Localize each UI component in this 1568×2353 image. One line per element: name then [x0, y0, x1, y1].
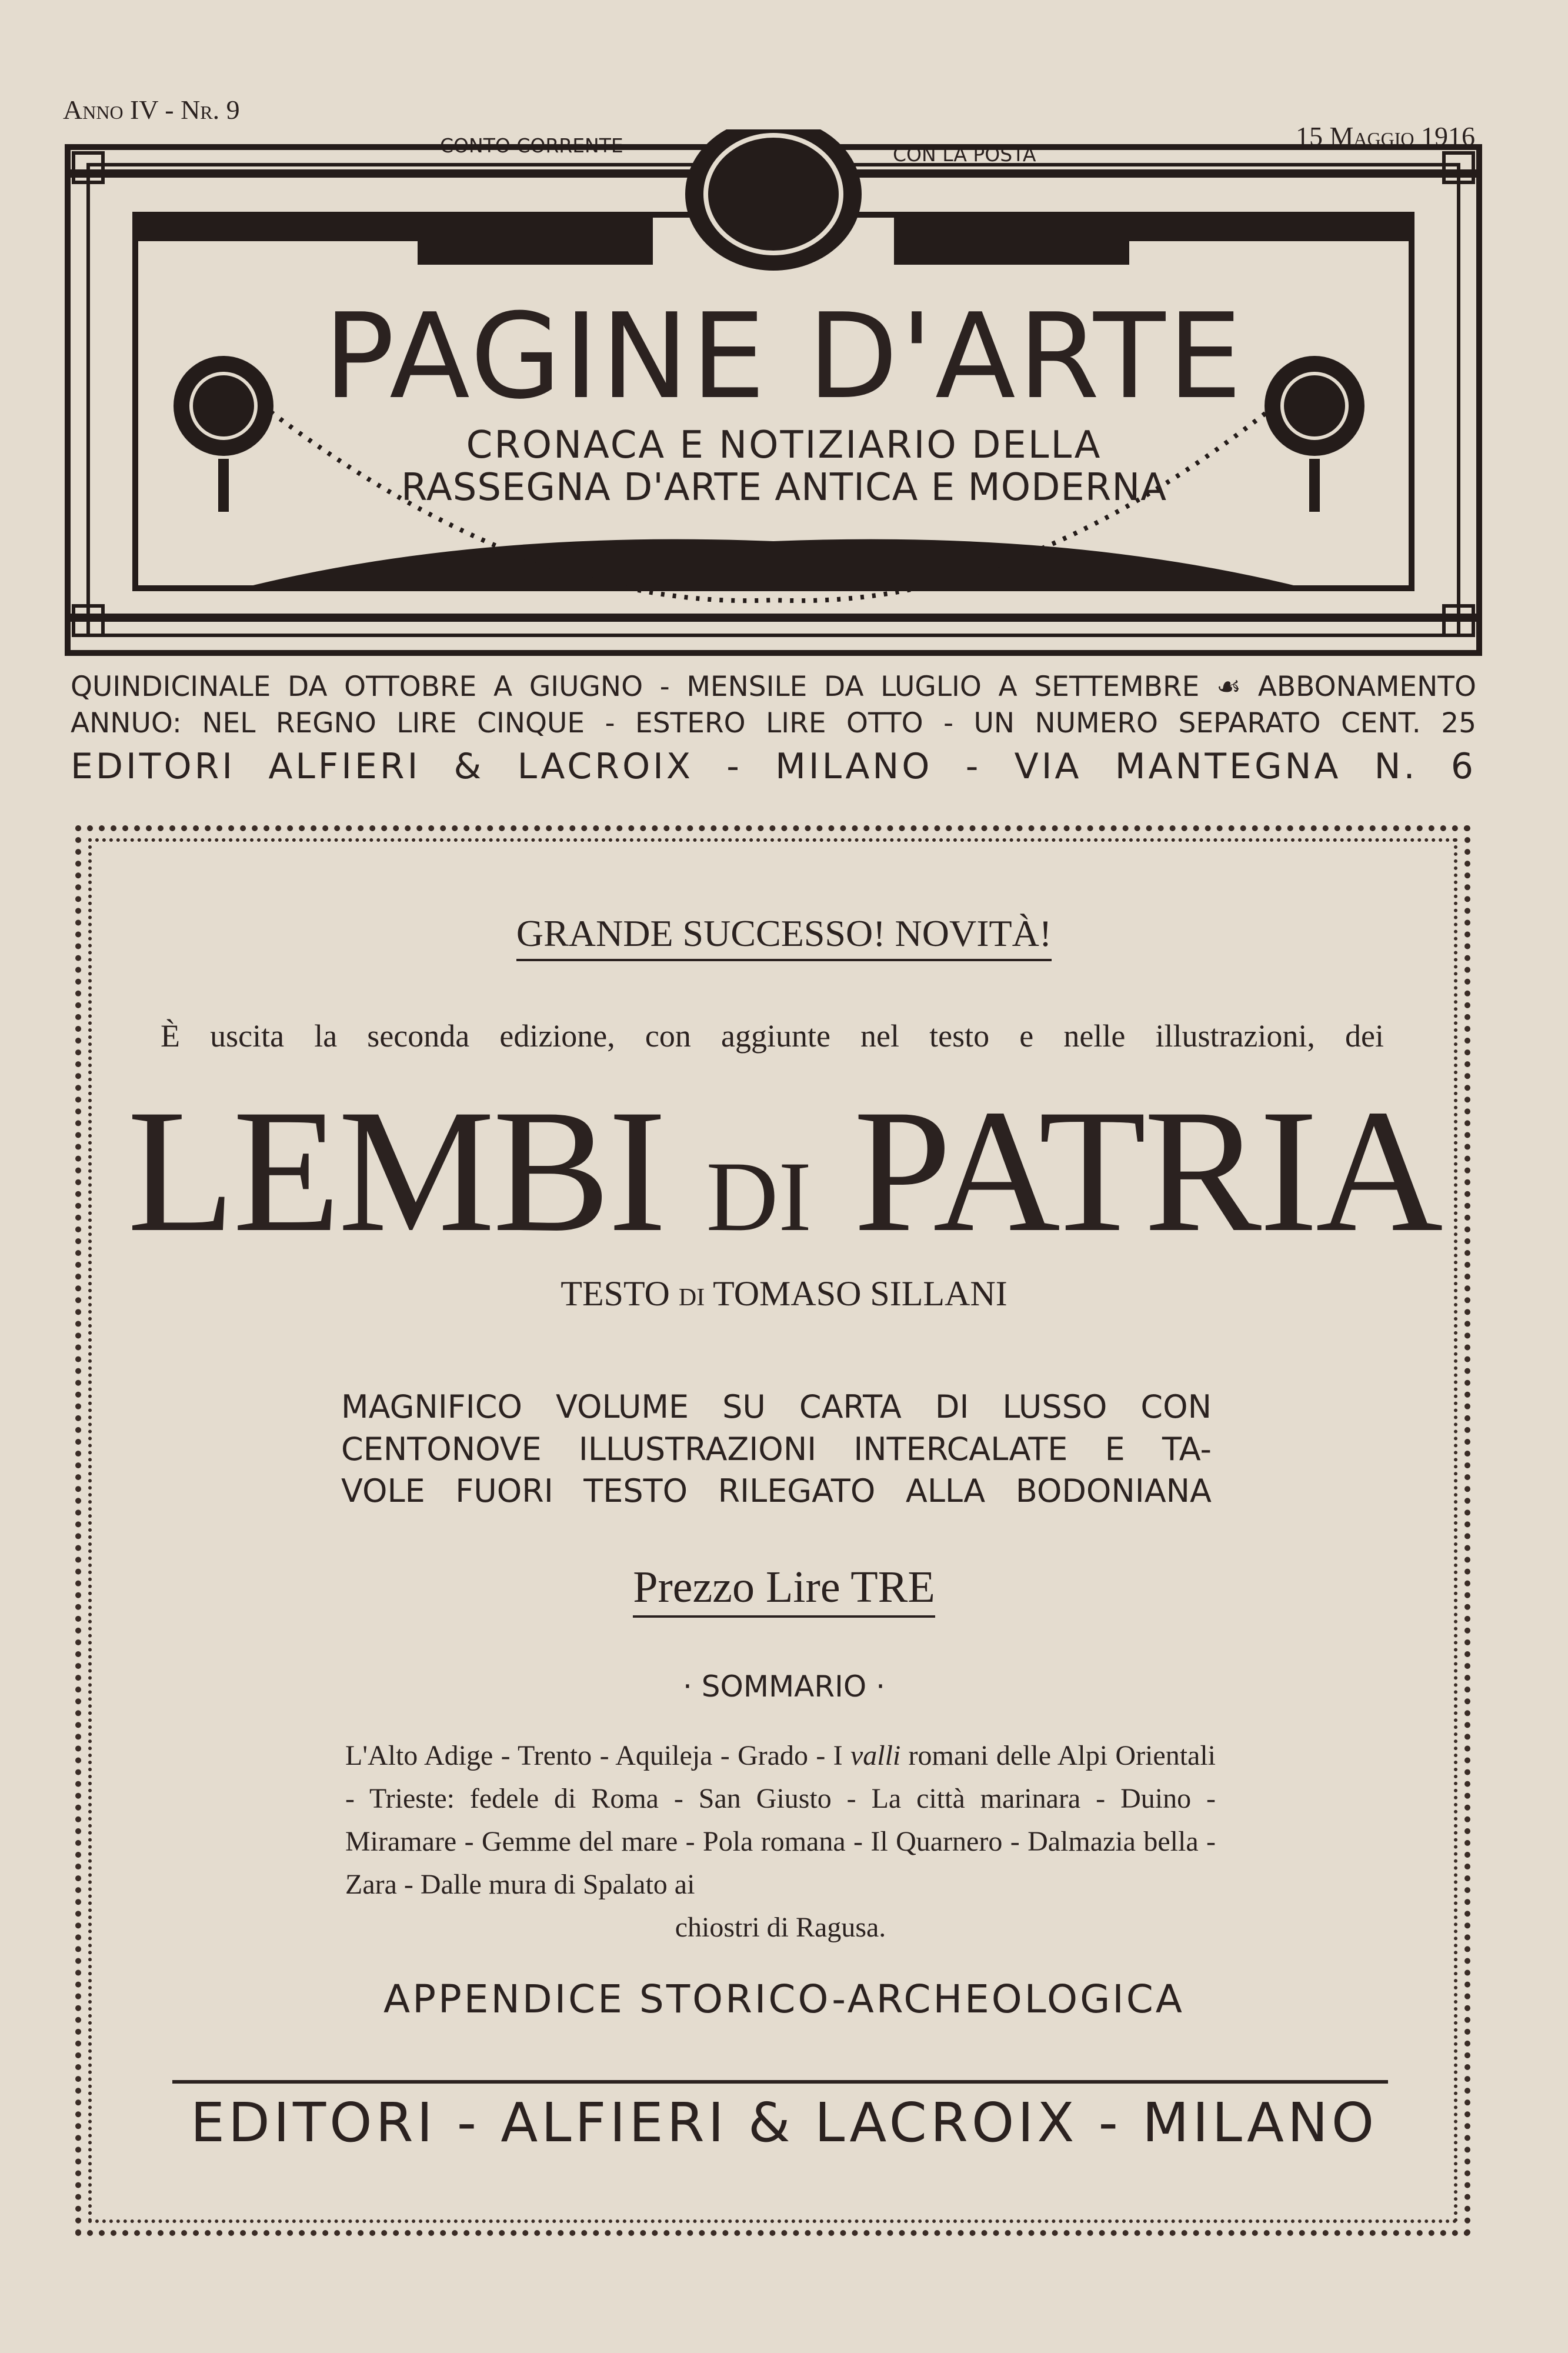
- magazine-subtitle-line2: RASSEGNA D'ARTE ANTICA E MODERNA: [401, 466, 1167, 509]
- summary-italic: valli: [850, 1740, 901, 1771]
- book-title-part1: LEMBI: [127, 1073, 665, 1268]
- book-title: [0, 1073, 1568, 1268]
- subscription-line-2: ANNUO: NEL REGNO LIRE CINQUE - ESTERO LIRE OTTO - UN NUMERO SEPARATO CENT. 25: [71, 707, 1476, 739]
- advert-headline-text: GRANDE SUCCESSO! NOVITÀ!: [516, 912, 1052, 961]
- publisher-address: EDITORI ALFIERI & LACROIX - MILANO - VIA MANTEGNA N. 6: [71, 746, 1476, 787]
- author-di: DI: [678, 1284, 705, 1311]
- subscription-line-1: QUINDICINALE DA OTTOBRE A GIUGNO - MENSILE DA LUGLIO A SETTEMBRE ☙ ABBONAMENTO: [71, 671, 1476, 703]
- book-description-line: MAGNIFICO VOLUME SU CARTA DI LUSSO CON: [341, 1388, 1212, 1425]
- magazine-title: PAGINE D'ARTE: [323, 288, 1245, 425]
- book-price: [0, 1562, 1568, 1613]
- divider-rule: [172, 2080, 1388, 2084]
- crest-ornament: [685, 129, 862, 271]
- summary-heading: · SOMMARIO ·: [683, 1669, 885, 1704]
- book-title-di: DI: [706, 1141, 812, 1252]
- issue-date: 15 Maggio 1916: [1296, 121, 1475, 151]
- book-description-line: VOLE FUORI TESTO RILEGATO ALLA BODONIANA: [341, 1472, 1212, 1509]
- advert-headline: [0, 912, 1568, 955]
- book-title-part2: PATRIA: [853, 1073, 1441, 1268]
- book-price-text: Prezzo Lire TRE: [633, 1562, 935, 1618]
- author-prefix: TESTO: [561, 1274, 670, 1313]
- summary-last-line: chiostri di Ragusa.: [675, 1912, 886, 1943]
- appendix-label: APPENDICE STORICO-ARCHEOLOGICA: [383, 1977, 1185, 2022]
- footer-publisher: EDITORI - ALFIERI & LACROIX - MILANO: [190, 2091, 1378, 2154]
- summary-part: romani delle Alpi Orientali - Trieste: fedele di Roma - San Giusto - La città marinara - Duino - Miramare - Gemme del mare - Pola romana - Il Quarnero - Dalmazia bella - Zara - Dalle mura di Spalato ai: [345, 1740, 1216, 1900]
- author-name: TOMASO SILLANI: [713, 1274, 1007, 1313]
- book-description-line: CENTONOVE ILLUSTRAZIONI INTERCALATE E TA-: [341, 1431, 1212, 1468]
- book-author: [0, 1274, 1568, 1314]
- summary-part: L'Alto Adige - Trento - Aquileja - Grado - I: [345, 1740, 850, 1771]
- summary-text: [345, 1734, 1216, 1949]
- conto-corrente-label: CONTO CORRENTE: [440, 134, 623, 157]
- advert-intro: È uscita la seconda edizione, con aggiunte nel testo e nelle illustrazioni, dei: [161, 1018, 1384, 1054]
- con-la-posta-label: CON LA POSTA: [893, 143, 1036, 166]
- magazine-subtitle-line1: CRONACA E NOTIZIARIO DELLA: [466, 424, 1102, 467]
- issue-number: Anno IV - Nr. 9: [63, 95, 240, 125]
